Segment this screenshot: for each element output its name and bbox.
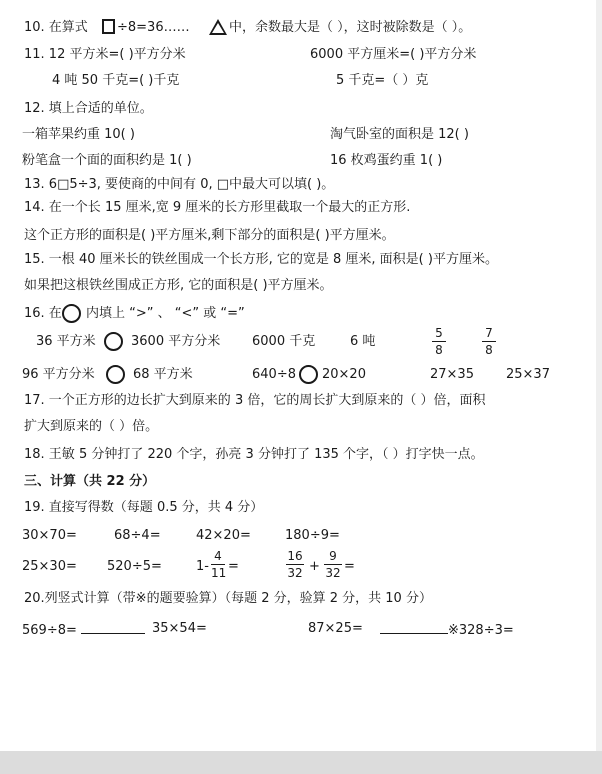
q19-r1-b: 68÷4= <box>114 528 161 543</box>
q12-title: 12. 填上合适的单位。 <box>24 101 153 116</box>
q11-line2-left: 4 吨 50 千克=( )千克 <box>52 73 180 88</box>
fraction-7-8 <box>482 326 496 357</box>
q19-r1-d: 180÷9= <box>285 528 340 543</box>
answer-triangle-shape <box>209 19 227 35</box>
q16-r2c: 27×35 <box>430 367 474 382</box>
answer-square-shape <box>102 19 115 34</box>
q12-b: 淘气卧室的面积是 12( ) <box>330 127 469 142</box>
q14-line2: 这个正方形的面积是( )平方厘米,剩下部分的面积是( )平方厘米。 <box>24 228 395 243</box>
q16-r2a-left: 96 平方分米 <box>22 367 95 382</box>
q20-title: 20.列竖式计算（带※的题要验算）（每题 2 分，验算 2 分，共 10 分） <box>24 591 432 606</box>
q19-title: 19. 直接写得数（每题 0.5 分，共 4 分） <box>24 500 264 515</box>
q16-title-a: 16. 在 <box>24 306 62 321</box>
fraction-numerator: 7 <box>485 326 493 340</box>
q15-line1: 15. 一根 40 厘米长的铁丝围成一个长方形, 它的宽是 8 厘米, 面积是( )平方厘米。 <box>24 252 498 267</box>
q17-line2: 扩大到原来的（ ）倍。 <box>24 419 159 434</box>
page-edge-shadow <box>596 0 602 751</box>
q16-r1b-left: 6000 千克 <box>252 334 316 349</box>
q19-r2-c-equals: = <box>228 559 239 574</box>
q20-a <box>22 621 145 639</box>
fraction-9-32 <box>324 549 342 580</box>
fraction-5-8 <box>432 326 446 357</box>
q13: 13. 6□5÷3, 要使商的中间有 0, □中最大可以填( )。 <box>24 177 335 192</box>
q11-line1-right: 6000 平方厘米=( )平方分米 <box>310 47 477 62</box>
answer-line <box>81 621 145 634</box>
q16-r2b-left: 640÷8 <box>252 367 296 382</box>
q16-r2d: 25×37 <box>506 367 550 382</box>
q19-r2-c-prefix: 1- <box>196 559 209 574</box>
q15-line2: 如果把这根铁丝围成正方形, 它的面积是( )平方厘米。 <box>24 278 333 293</box>
q16-r1a-right: 3600 平方分米 <box>131 334 221 349</box>
compare-circle-shape <box>104 332 123 351</box>
q16-r1b-right: 6 吨 <box>350 334 376 349</box>
compare-circle-shape <box>299 365 318 384</box>
q19-r2-b: 520÷5= <box>107 559 162 574</box>
fraction-numerator: 16 <box>287 549 303 563</box>
fraction-numerator: 4 <box>214 549 222 563</box>
fraction-4-11 <box>211 549 225 580</box>
fraction-numerator: 5 <box>435 326 443 340</box>
q10-suffix: 中，余数最大是（ ），这时被除数是（ ）。 <box>229 20 472 35</box>
fraction-denominator: 11 <box>211 566 227 580</box>
q12-a: 一箱苹果约重 10( ) <box>22 127 135 142</box>
q10-mid: ÷8=36…… <box>117 20 190 35</box>
compare-circle-shape <box>106 365 125 384</box>
fraction-16-32 <box>286 549 304 580</box>
fraction-denominator: 32 <box>287 566 303 580</box>
q16-title-b: 内填上 “>” 、 “<” 或 “=” <box>86 306 245 321</box>
q19-r1-a: 30×70= <box>22 528 77 543</box>
fraction-denominator: 8 <box>435 343 443 357</box>
section-3-heading: 三、计算（共 22 分） <box>24 474 156 489</box>
q20-d <box>380 621 514 639</box>
q20-a-expression: 569÷8= <box>22 623 77 638</box>
q19-r2-d-plus: + <box>309 559 320 574</box>
q19-r2-d-equals: = <box>344 559 355 574</box>
answer-line <box>380 621 448 634</box>
q14-line1: 14. 在一个长 15 厘米,宽 9 厘米的长方形里截取一个最大的正方形. <box>24 200 411 215</box>
page-footer-band <box>0 751 602 774</box>
q19-r1-c: 42×20= <box>196 528 251 543</box>
q10-prefix: 10. 在算式 <box>24 20 88 35</box>
fraction-denominator: 32 <box>325 566 341 580</box>
q17-line1: 17. 一个正方形的边长扩大到原来的 3 倍，它的周长扩大到原来的（ ）倍，面积 <box>24 393 486 408</box>
fraction-numerator: 9 <box>329 549 337 563</box>
q11-line2-right: 5 千克=（ ）克 <box>336 73 429 88</box>
compare-circle-shape <box>62 304 81 323</box>
q20-d-expression: ※328÷3= <box>448 623 514 638</box>
q20-b: 35×54= <box>152 621 207 636</box>
q11-line1-left: 11. 12 平方米=( )平方分米 <box>24 47 186 62</box>
q16-r2a-right: 68 平方米 <box>133 367 193 382</box>
q19-r2-a: 25×30= <box>22 559 77 574</box>
fraction-denominator: 8 <box>485 343 493 357</box>
q12-c: 粉笔盒一个面的面积约是 1( ) <box>22 153 192 168</box>
q16-r2b-right: 20×20 <box>322 367 366 382</box>
q16-r1a-left: 36 平方米 <box>36 334 96 349</box>
q12-d: 16 枚鸡蛋约重 1( ) <box>330 153 443 168</box>
q18: 18. 王敏 5 分钟打了 220 个字，孙亮 3 分钟打了 135 个字，（ ）打字快一点。 <box>24 447 484 462</box>
q20-c: 87×25= <box>308 621 363 636</box>
